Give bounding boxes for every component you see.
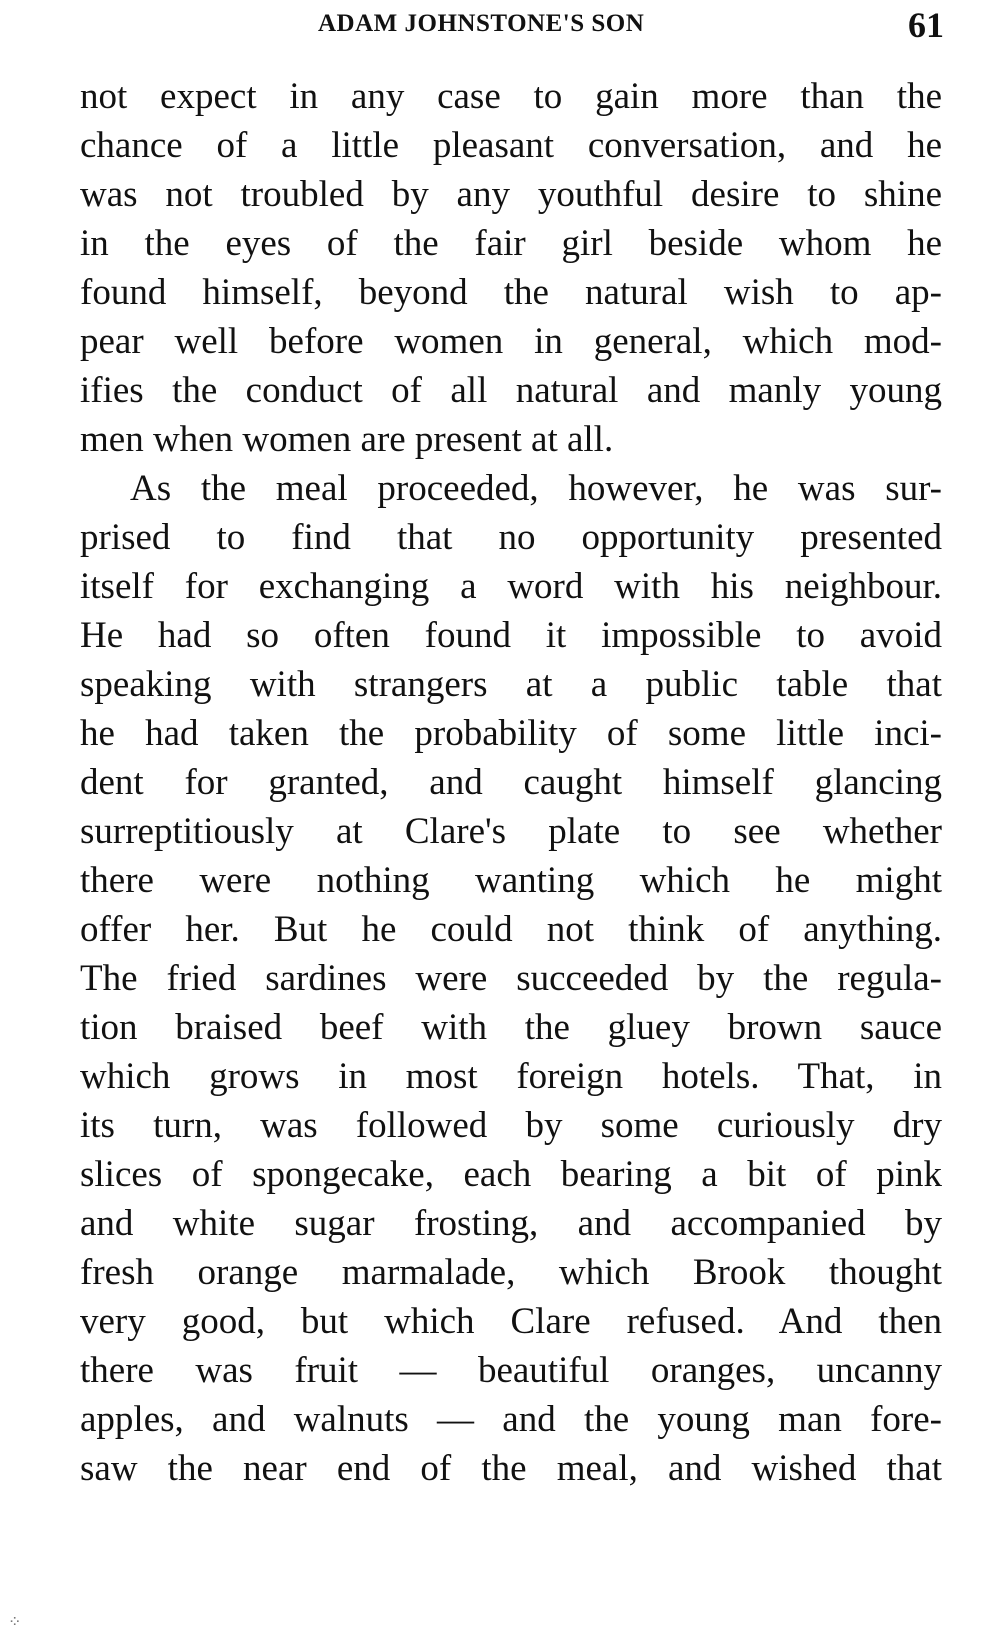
text-line: prised to find that no opportunity presented: [80, 517, 942, 558]
text-line: there was fruit — beautiful oranges, uncanny: [80, 1350, 942, 1391]
text-line: speaking with strangers at a public table that: [80, 664, 942, 705]
text-line: its turn, was followed by some curiously dry: [80, 1105, 942, 1146]
text-line: saw the near end of the meal, and wished that: [80, 1448, 942, 1489]
running-title: ADAM JOHNSTONE'S SON: [318, 10, 645, 37]
text-line: men when women are present at all.: [80, 419, 614, 460]
body-text: [80, 72, 942, 1493]
page-number: 61: [908, 5, 944, 45]
text-line: and white sugar frosting, and accompanied by: [80, 1203, 942, 1244]
scan-speck-decoration: ⁘: [8, 1612, 22, 1631]
text-line: He had so often found it impossible to avoid: [80, 615, 942, 656]
text-line: dent for granted, and caught himself glancing: [80, 762, 942, 803]
text-line: slices of spongecake, each bearing a bit of pink: [80, 1154, 942, 1195]
text-line: not expect in any case to gain more than the: [80, 76, 942, 117]
text-line: fresh orange marmalade, which Brook thought: [80, 1252, 942, 1293]
text-line: surreptitiously at Clare's plate to see whether: [80, 811, 942, 852]
text-line: tion braised beef with the gluey brown sauce: [80, 1007, 942, 1048]
text-line: he had taken the probability of some little inci-: [80, 713, 942, 754]
text-line: there were nothing wanting which he might: [80, 860, 942, 901]
text-line: which grows in most foreign hotels. That, in: [80, 1056, 942, 1097]
text-line: offer her. But he could not think of anything.: [80, 909, 942, 950]
paragraph-first-line: As the meal proceeded, however, he was sur-: [130, 468, 942, 509]
text-line: found himself, beyond the natural wish to ap-: [80, 272, 942, 313]
text-line: ifies the conduct of all natural and manly young: [80, 370, 942, 411]
text-line: itself for exchanging a word with his neighbour.: [80, 566, 942, 607]
text-line: The fried sardines were succeeded by the regula-: [80, 958, 942, 999]
text-line: pear well before women in general, which mod-: [80, 321, 942, 362]
text-line: was not troubled by any youthful desire to shine: [80, 174, 942, 215]
text-line: chance of a little pleasant conversation, and he: [80, 125, 942, 166]
text-line: very good, but which Clare refused. And then: [80, 1301, 942, 1342]
text-line: apples, and walnuts — and the young man fore-: [80, 1399, 942, 1440]
text-line: in the eyes of the fair girl beside whom he: [80, 223, 942, 264]
